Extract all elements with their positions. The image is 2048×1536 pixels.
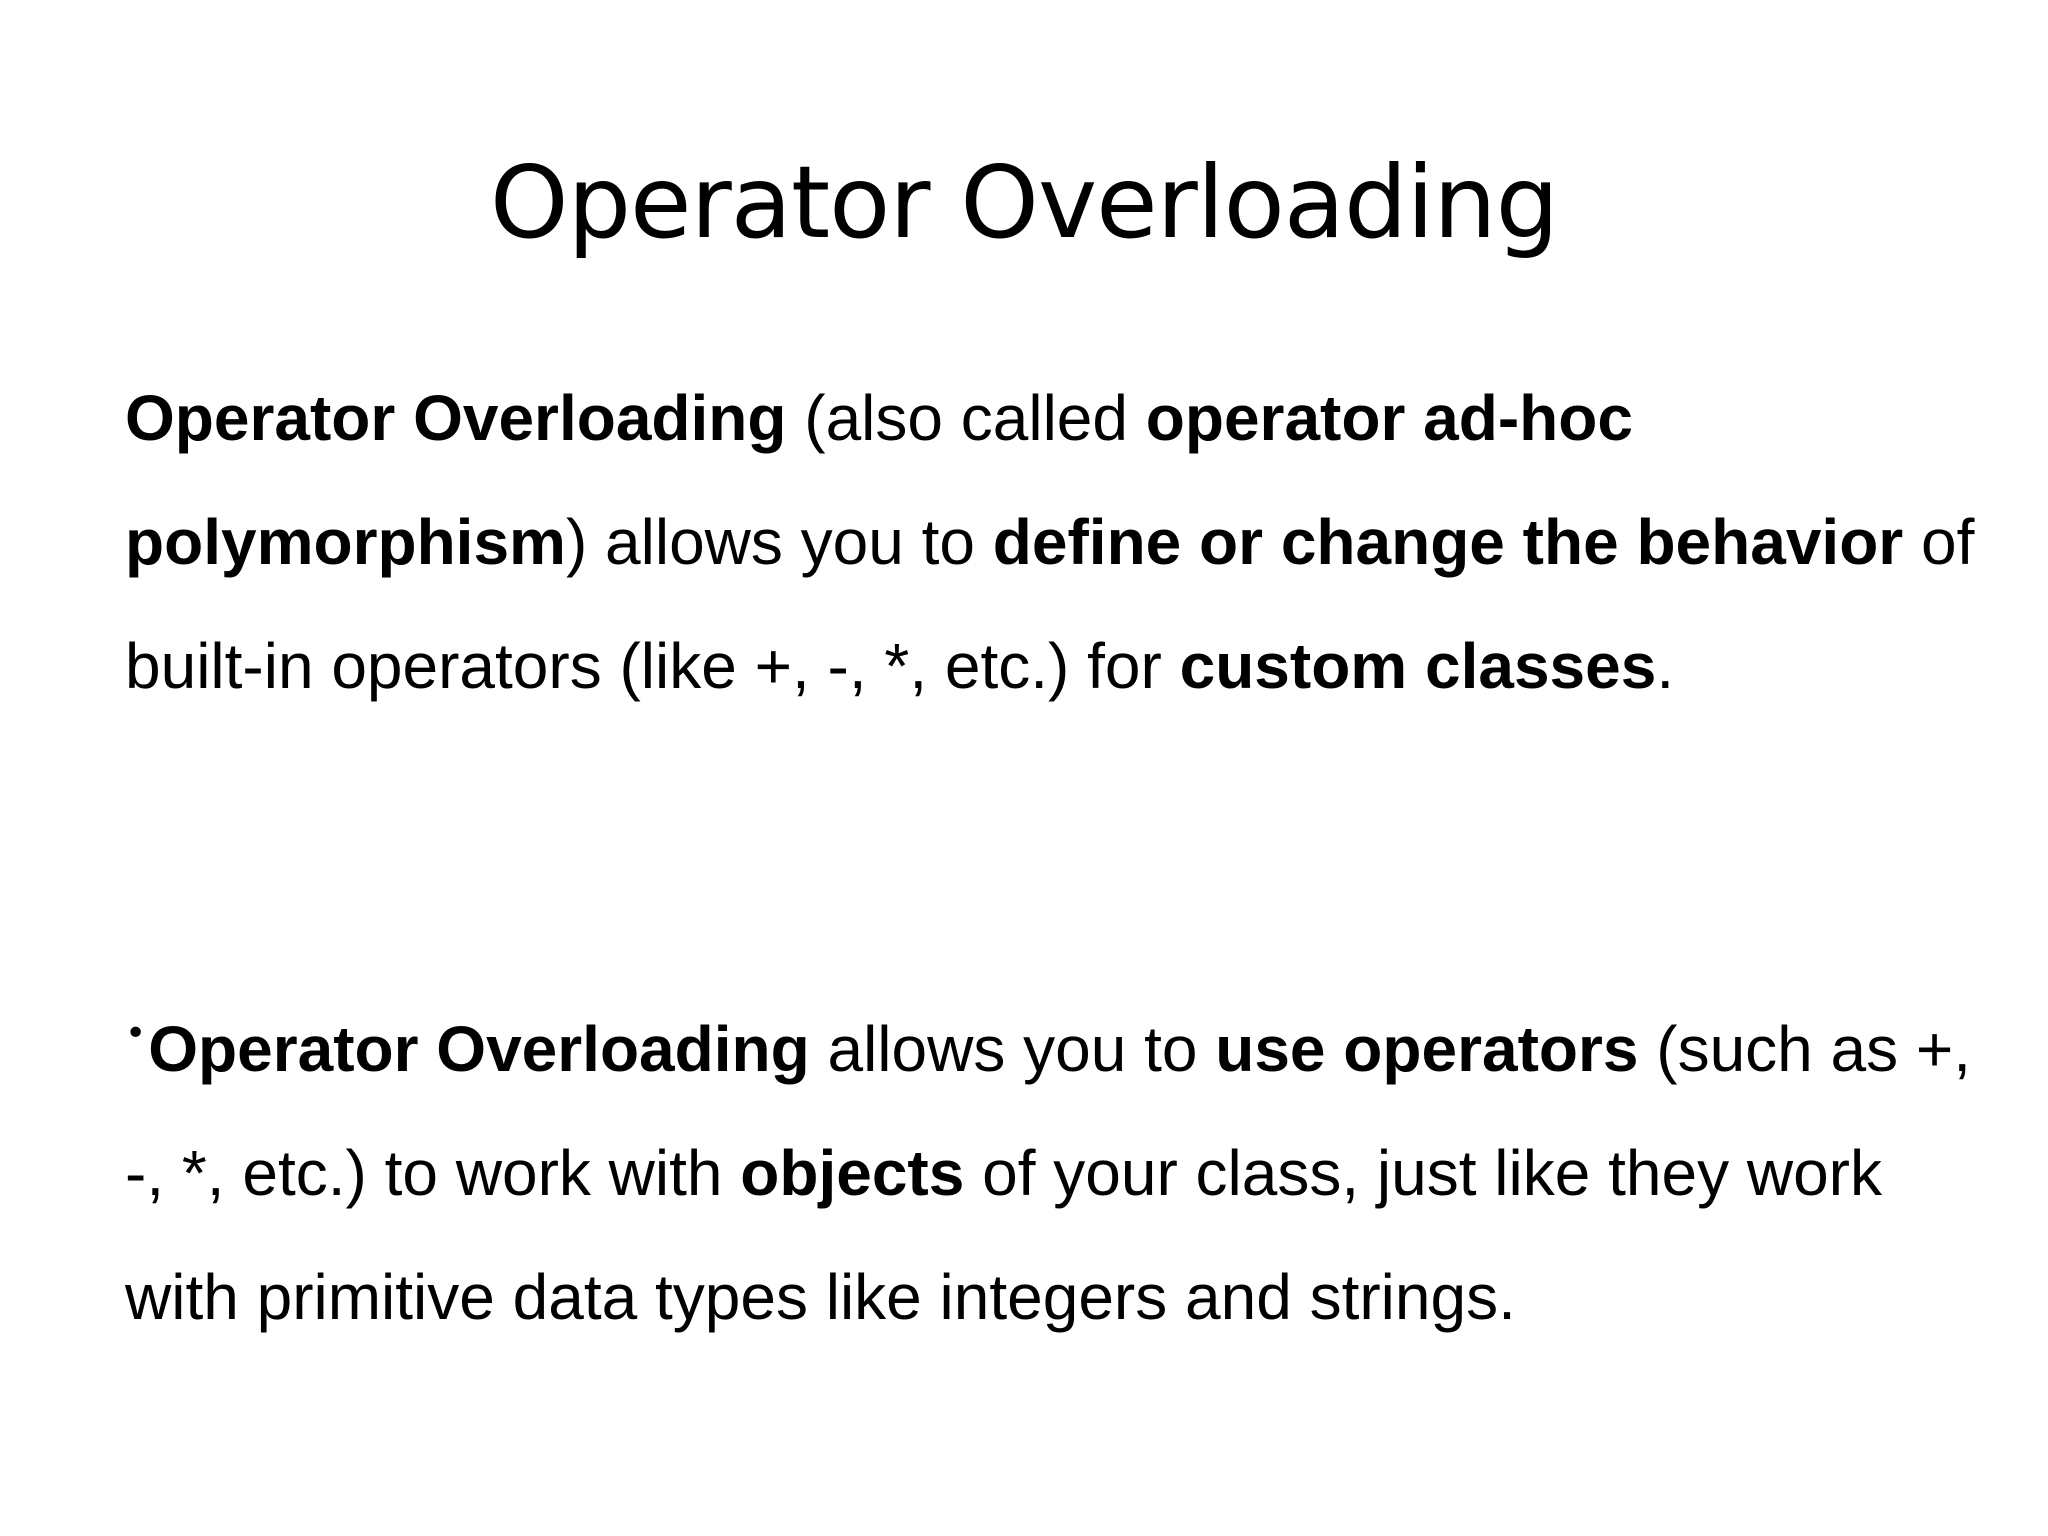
text-segment: of built-in operators (like +, -, *, etc.) for [125, 506, 1975, 702]
emphasis-define-or-change: define or change the behavior [992, 506, 1904, 578]
emphasis-use-operators: use operators [1215, 1013, 1639, 1085]
text-segment: (also called [786, 382, 1146, 454]
term-ad-hoc-polymorphism: operator ad-hoc polymorphism [125, 382, 1633, 578]
definition-paragraph [125, 356, 1975, 728]
text-segment: ) allows you to [565, 506, 993, 578]
term-operator-overloading: Operator Overloading [148, 1013, 810, 1085]
term-operator-overloading: Operator Overloading [125, 382, 787, 454]
text-segment: (such as +, -, *, etc.) to work with [125, 1013, 1972, 1209]
text-segment: allows you to [809, 1013, 1216, 1085]
emphasis-custom-classes: custom classes [1179, 630, 1657, 702]
text-segment: of your class, just like they work with primitive data types like integers and strings. [125, 1137, 1882, 1333]
emphasis-objects: objects [740, 1137, 965, 1209]
bullet-paragraph [125, 972, 1975, 1359]
text-segment: . [1656, 630, 1675, 702]
slide-title: Operator Overloading [489, 144, 1559, 261]
bullet-icon: • [125, 1013, 147, 1054]
